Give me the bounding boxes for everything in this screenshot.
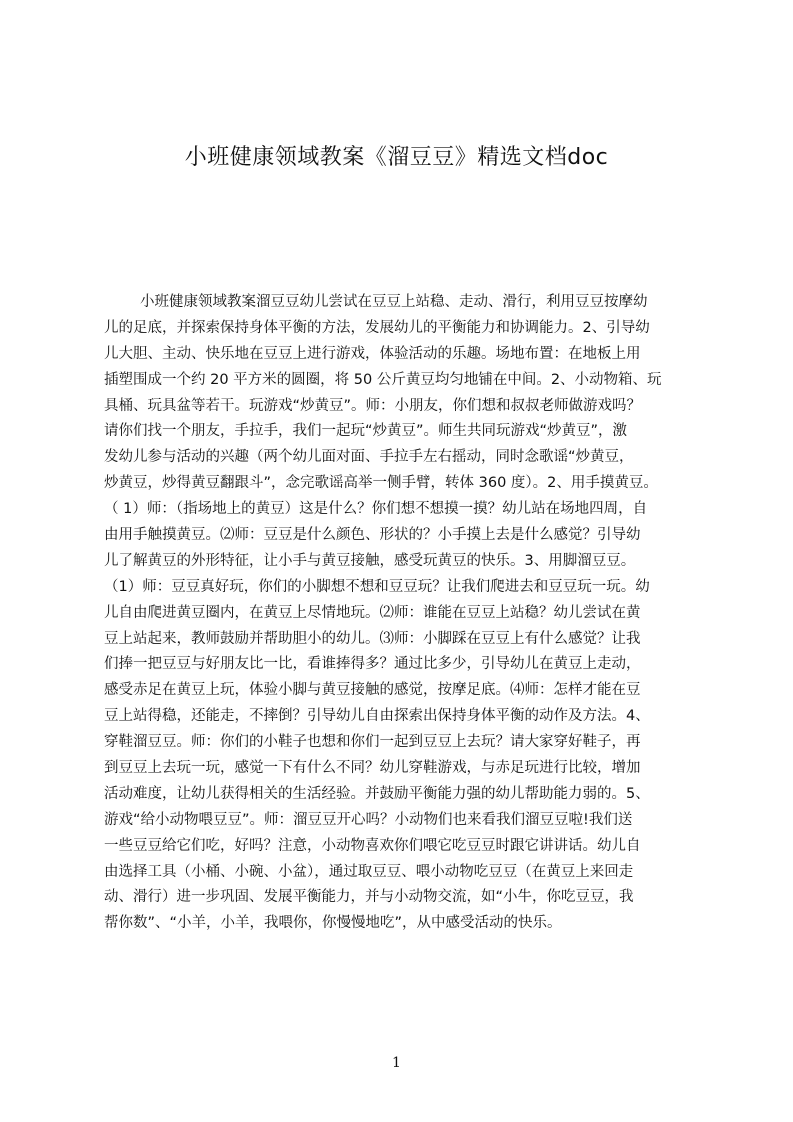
body-line: 豆上站得稳，还能走，不摔倒？引导幼儿自由探索出保持身体平衡的动作及方法。4、 xyxy=(104,708,650,725)
body-line: 炒黄豆，炒得黄豆翻跟斗”，念完歌谣高举一侧手臂，转体 360 度）。2、用手摸黄豆。 xyxy=(104,475,658,492)
body-line: 发幼儿参与活动的兴趣（两个幼儿面对面、手拉手左右摇动，同时念歌谣“炒黄豆， xyxy=(104,449,634,466)
document-title: 小班健康领域教案《溜豆豆》精选文档doc xyxy=(184,145,609,170)
body-line: 一些豆豆给它们吃，好吗？注意，小动物喜欢你们喂它吃豆豆时跟它讲讲话。幼儿自 xyxy=(104,837,641,854)
body-line: 们捧一把豆豆与好朋友比一比，看谁捧得多？通过比多少，引导幼儿在黄豆上走动， xyxy=(104,656,641,673)
body-line: 插塑围成一个约 20 平方米的圆圈，将 50 公斤黄豆均匀地铺在中间。2、小动物箱、玩 xyxy=(104,371,662,388)
body-line: 由选择工具（小桶、小碗、小盆），通过取豆豆、喂小动物吃豆豆（在黄豆上来回走 xyxy=(104,863,634,880)
body-line: 由用手触摸黄豆。⑵师：豆豆是什么颜色、形状的？小手摸上去是什么感觉？引导幼 xyxy=(104,527,641,544)
body-line: 具桶、玩具盆等若干。玩游戏“炒黄豆”。师：小朋友，你们想和叔叔老师做游戏吗？ xyxy=(104,397,642,414)
body-line: 豆上站起来，教师鼓励并帮助胆小的幼儿。⑶师：小脚踩在豆豆上有什么感觉？让我 xyxy=(104,630,641,647)
body-line: 小班健康领域教案溜豆豆幼儿尝试在豆豆上站稳、走动、滑行，利用豆豆按摩幼 xyxy=(140,294,648,310)
body-line: （1）师：豆豆真好玩，你们的小脚想不想和豆豆玩？让我们爬进去和豆豆玩一玩。幼 xyxy=(104,578,650,595)
body-line: 儿的足底，并探索保持身体平衡的方法，发展幼儿的平衡能力和协调能力。2、引导幼 xyxy=(104,319,650,336)
body-line: 儿了解黄豆的外形特征，让小手与黄豆接触，感受玩黄豆的快乐。3、用脚溜豆豆。 xyxy=(104,552,636,569)
body-line: 游戏“给小动物喂豆豆”。师：溜豆豆开心吗？小动物们也来看我们溜豆豆啦!我们送 xyxy=(104,811,633,828)
body-line: 动、滑行）进一步巩固、发展平衡能力，并与小动物交流，如“小牛，你吃豆豆，我 xyxy=(104,889,634,906)
body-line: 儿自由爬进黄豆圈内，在黄豆上尽情地玩。⑵师：谁能在豆豆上站稳？幼儿尝试在黄 xyxy=(104,604,641,621)
body-line: 到豆豆上去玩一玩，感觉一下有什么不同？幼儿穿鞋游戏，与赤足玩进行比较，增加 xyxy=(104,760,641,777)
body-line: 帮你数”、“小羊，小羊，我喂你，你慢慢地吃”，从中感受活动的快乐。 xyxy=(104,915,562,932)
page-number: 1 xyxy=(392,1055,401,1071)
body-line: （ 1）师：（指场地上的黄豆）这是什么？你们想不想摸一摸？幼儿站在场地四周，自 xyxy=(104,501,648,518)
document-body xyxy=(104,290,697,965)
body-line: 请你们找一个朋友，手拉手，我们一起玩“炒黄豆”。师生共同玩游戏“炒黄豆”，激 xyxy=(104,423,628,440)
body-line: 感受赤足在黄豆上玩，体验小脚与黄豆接触的感觉，按摩足底。⑷师：怎样才能在豆 xyxy=(104,682,641,699)
body-line: 活动难度，让幼儿获得相关的生活经验。并鼓励平衡能力强的幼儿帮助能力弱的。5、 xyxy=(104,785,650,802)
body-line: 儿大胆、主动、快乐地在豆豆上进行游戏，体验活动的乐趣。场地布置：在地板上用 xyxy=(104,345,641,362)
body-line: 穿鞋溜豆豆。师：你们的小鞋子也想和你们一起到豆豆上去玩？请大家穿好鞋子，再 xyxy=(104,734,641,751)
